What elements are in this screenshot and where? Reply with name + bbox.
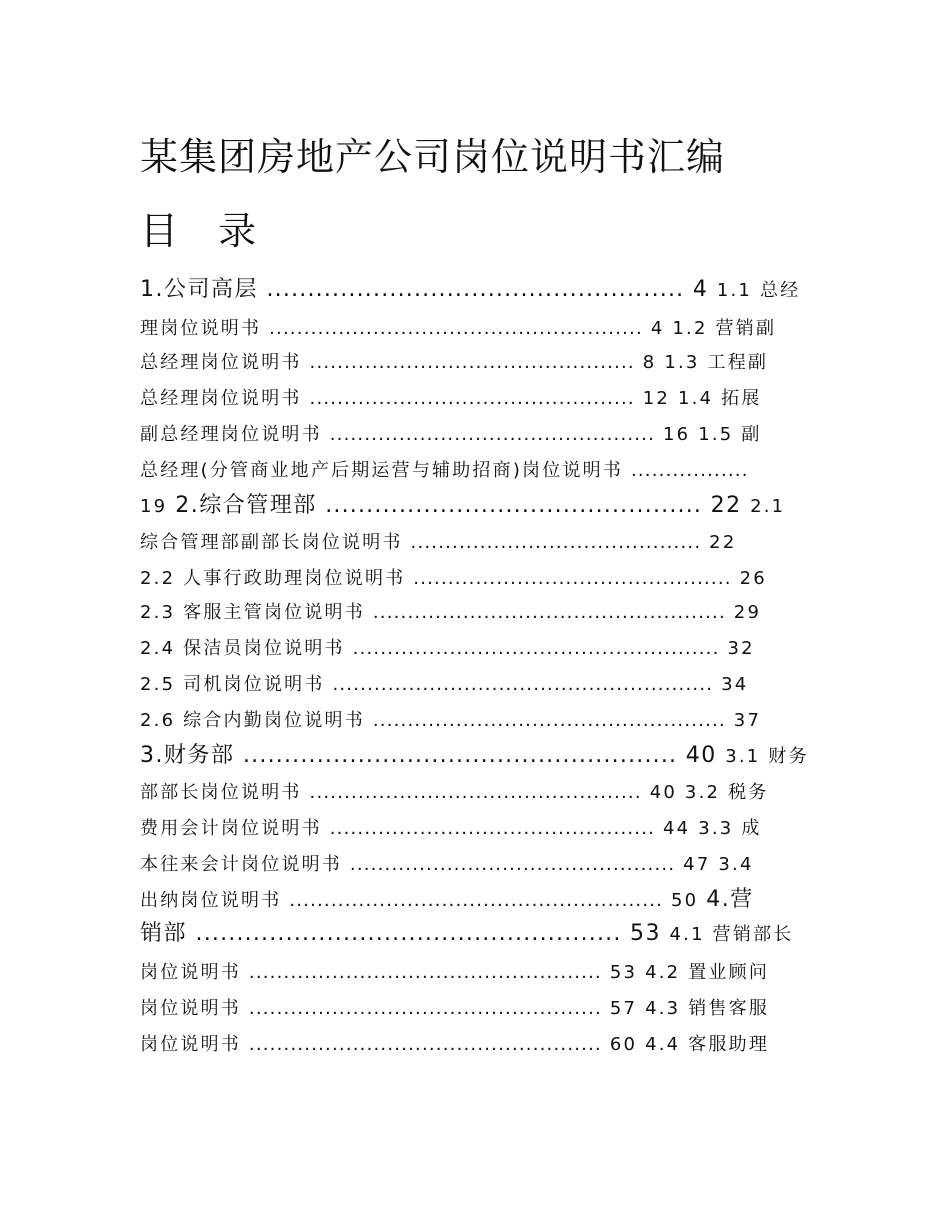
toc-page-number: 4 xyxy=(684,277,717,302)
toc-entry-text: 副总经理岗位说明书 xyxy=(140,424,330,445)
toc-dots: ................................................... xyxy=(248,1034,602,1055)
toc-page-number: 37 xyxy=(725,710,762,731)
toc-page-number: 50 xyxy=(663,890,707,911)
toc-page-number: 29 xyxy=(725,602,762,623)
toc-entry-text: 44 3.3 成 xyxy=(655,818,762,839)
toc-entry-text: 本往来会计岗位说明书 xyxy=(140,854,350,875)
toc-page-number: 32 xyxy=(719,638,755,659)
toc-line xyxy=(140,634,755,660)
toc-entry-text: 2.4 保洁员岗位说明书 xyxy=(140,638,353,659)
toc-entry-text: 47 3.4 xyxy=(675,854,754,875)
toc-dots: ...................................................... xyxy=(269,318,643,339)
toc-line xyxy=(140,850,754,876)
toc-page-number: 40 xyxy=(677,743,726,768)
toc-section-title: 4.营 xyxy=(706,887,754,912)
toc-entry-text: 1.1 总经 xyxy=(716,280,801,301)
toc-page-number: 22 xyxy=(702,493,751,518)
toc-line xyxy=(140,706,761,732)
toc-section-title: 3.财务部 xyxy=(140,743,243,768)
toc-dots: ................................................... xyxy=(248,962,602,983)
toc-line xyxy=(140,882,754,913)
toc-line xyxy=(140,598,761,624)
toc-page-number: 19 xyxy=(140,496,176,517)
toc-entry-text: 60 4.4 客服助理 xyxy=(601,1034,770,1055)
toc-entry-text: 8 1.3 工程副 xyxy=(634,352,769,373)
toc-page-number: 26 xyxy=(731,568,767,589)
toc-dots: .......................................... xyxy=(410,532,702,553)
toc-dots: ................................................ xyxy=(309,782,642,803)
toc-page-number: 34 xyxy=(713,674,749,695)
toc-dots: ............................................... xyxy=(309,388,635,409)
toc-heading: 目 录 xyxy=(140,209,271,253)
toc-entry-text: 4.1 营销部长 xyxy=(669,924,794,945)
toc-dots: ............................................... xyxy=(309,352,635,373)
toc-entry-text: 岗位说明书 xyxy=(140,962,249,983)
toc-entry-text: 岗位说明书 xyxy=(140,998,249,1019)
toc-line xyxy=(140,814,762,840)
toc-entry-text: 40 3.2 税务 xyxy=(641,782,769,803)
toc-line xyxy=(140,778,768,804)
toc-entry-text: 部部长岗位说明书 xyxy=(140,782,310,803)
toc-entry-text: 总经理(分管商业地产后期运营与辅助招商)岗位说明书 xyxy=(140,460,631,481)
toc-dots: ..................................................... xyxy=(352,638,720,659)
toc-dots: ............................................... xyxy=(349,854,676,875)
toc-dots: ................. xyxy=(630,460,749,481)
toc-entry-text: 12 1.4 拓展 xyxy=(634,388,762,409)
toc-dots: .................................................... xyxy=(195,921,622,946)
toc-entry-text: 2.6 综合内勤岗位说明书 xyxy=(140,710,373,731)
toc-entry-text: 53 4.2 置业顾问 xyxy=(601,962,770,983)
toc-dots: ....................................................... xyxy=(332,674,714,695)
toc-dots: ............................................... xyxy=(329,424,656,445)
document-title: 某集团房地产公司岗位说明书汇编 xyxy=(140,135,726,179)
toc-line xyxy=(140,272,800,303)
toc-line xyxy=(140,384,762,410)
toc-entry-text: 3.1 财务 xyxy=(725,746,809,767)
toc-entry-text: 4 1.2 营销副 xyxy=(642,318,777,339)
toc-entry-text: 岗位说明书 xyxy=(140,1034,249,1055)
toc-dots: ................................................... xyxy=(266,277,685,302)
toc-entry-text: 费用会计岗位说明书 xyxy=(140,818,330,839)
toc-section-title: 销部 xyxy=(140,921,196,946)
toc-dots: .............................................. xyxy=(325,493,703,518)
toc-line xyxy=(140,314,776,340)
toc-entry-text: 16 1.5 副 xyxy=(655,424,762,445)
toc-line xyxy=(140,420,762,446)
toc-entry-text: 总经理岗位说明书 xyxy=(140,388,310,409)
toc-entry-text: 2.2 人事行政助理岗位说明书 xyxy=(140,568,414,589)
toc-section-title: 2.综合管理部 xyxy=(175,493,326,518)
toc-line xyxy=(140,670,748,696)
toc-entry-text: 2.1 xyxy=(750,496,786,517)
toc-line xyxy=(140,564,767,590)
toc-dots: .............................................. xyxy=(413,568,732,589)
toc-dots: ................................................... xyxy=(248,998,602,1019)
toc-dots: ............................................... xyxy=(329,818,656,839)
toc-line xyxy=(140,994,769,1020)
toc-page-number: 53 xyxy=(621,921,670,946)
toc-line xyxy=(140,528,736,554)
toc-dots: ................................................... xyxy=(372,602,726,623)
toc-line xyxy=(140,916,793,947)
toc-entry-text: 综合管理部副部长岗位说明书 xyxy=(140,532,411,553)
toc-page-number: 22 xyxy=(701,532,737,553)
toc-entry-text: 理岗位说明书 xyxy=(140,318,270,339)
toc-dots: ...................................................... xyxy=(289,890,664,911)
toc-entry-text: 总经理岗位说明书 xyxy=(140,352,310,373)
toc-line xyxy=(140,456,749,482)
toc-section-title: 1.公司高层 xyxy=(140,277,267,302)
toc-line xyxy=(140,488,785,519)
toc-line xyxy=(140,958,769,984)
toc-line xyxy=(140,1030,769,1056)
toc-entry-text: 2.3 客服主管岗位说明书 xyxy=(140,602,373,623)
toc-line xyxy=(140,348,768,374)
toc-dots: ..................................................... xyxy=(242,743,678,768)
toc-dots: ................................................... xyxy=(372,710,726,731)
toc-entry-text: 57 4.3 销售客服 xyxy=(601,998,770,1019)
toc-entry-text: 2.5 司机岗位说明书 xyxy=(140,674,333,695)
toc-line xyxy=(140,738,809,769)
toc-entry-text: 出纳岗位说明书 xyxy=(140,890,290,911)
